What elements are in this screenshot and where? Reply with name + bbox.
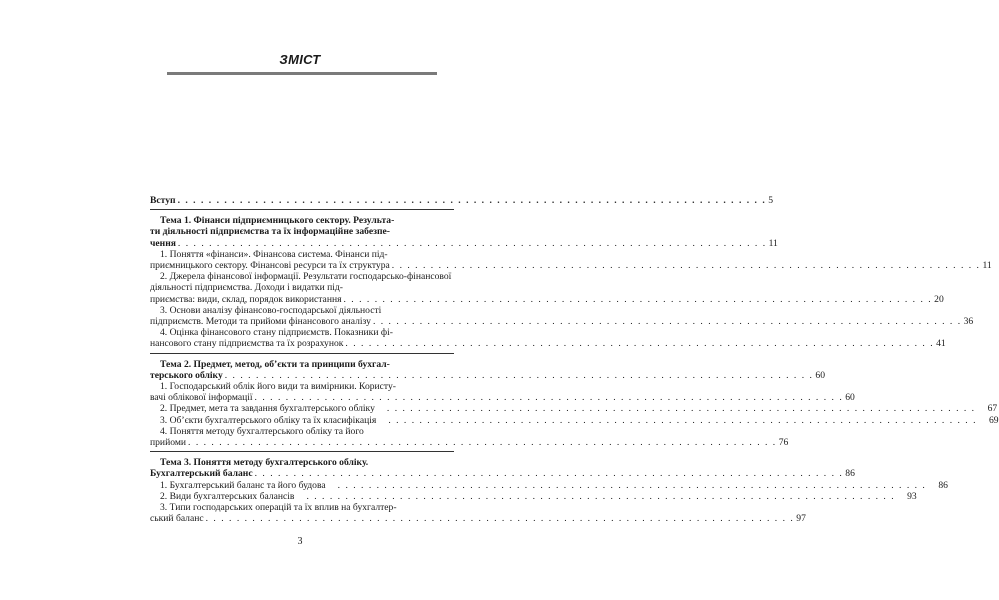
toc-item-3-3[interactable] — [150, 502, 806, 525]
toc-item-last: підприємств. Методи та прийоми фінансового аналізу — [150, 316, 371, 328]
toc-item-2-3[interactable] — [150, 414, 999, 426]
toc-item-line: 1. Поняття «фінанси». Фінансова система. Фінанси під- — [160, 248, 388, 260]
toc-page-number: 86 — [845, 468, 855, 480]
toc-item-1-4[interactable] — [150, 327, 946, 350]
toc-page-number: 60 — [845, 392, 855, 404]
toc-item-2-2[interactable] — [150, 403, 998, 415]
toc-item-last: прийоми — [150, 437, 187, 449]
dot-leader — [225, 370, 814, 381]
toc-item-1-3[interactable] — [150, 304, 974, 328]
toc-topic-2[interactable] — [150, 358, 826, 381]
topic-heading-line: Тема 2. Предмет, метод, об’єкти та принципи бухгал- — [160, 358, 390, 370]
toc-item-last: приємницького сектору. Фінансові ресурси та їх структура — [150, 260, 390, 272]
toc-page-number: 97 — [796, 513, 806, 525]
toc-item-last: 3. Об’єкти бухгалтерського обліку та їх класифікація — [160, 414, 377, 426]
toc-item-last: приємства: види, склад, порядок використання — [150, 293, 342, 305]
toc-item-line: 1. Господарський облік його види та вимірники. Користу- — [160, 381, 396, 393]
table-of-contents — [150, 195, 999, 525]
toc-page-number: 60 — [815, 369, 826, 381]
toc-page-number: 86 — [938, 479, 948, 491]
toc-item-line: 4. Оцінка фінансового стану підприємств. Показники фі- — [160, 327, 393, 339]
dot-leader — [328, 480, 927, 491]
toc-entry-label: Вступ — [150, 195, 176, 206]
dot-leader — [377, 403, 976, 414]
toc-page-number: 93 — [907, 490, 917, 502]
toc-item-1-2[interactable] — [150, 271, 944, 305]
toc-page-number: 20 — [934, 293, 944, 305]
page-number: 3 — [297, 536, 303, 547]
toc-item-last: 1. Бухгалтерський баланс та його будова — [160, 479, 326, 491]
toc-page-number: 69 — [988, 414, 999, 426]
dot-leader — [178, 195, 767, 206]
dot-leader — [178, 238, 767, 249]
topic-heading-line: Тема 3. Поняття методу бухгалтерського обліку. — [160, 457, 369, 469]
toc-page-number: 36 — [963, 316, 974, 328]
dot-leader — [392, 260, 981, 271]
toc-item-3-2[interactable] — [150, 490, 917, 502]
toc-item-last: нансового стану підприємства та їх розрахунок — [150, 338, 344, 350]
toc-page-number: 41 — [936, 338, 946, 350]
toc-item-last: ський баланс — [150, 513, 204, 525]
section-divider — [150, 451, 454, 452]
dot-leader — [255, 392, 844, 403]
dot-leader — [296, 491, 895, 502]
toc-entry-intro[interactable] — [150, 195, 774, 206]
section-divider — [150, 209, 454, 210]
toc-topic-3[interactable] — [150, 457, 855, 480]
topic-heading-last: чення — [150, 237, 176, 249]
dot-leader — [373, 316, 962, 327]
section-divider — [150, 353, 454, 354]
toc-page-number: 5 — [768, 195, 774, 206]
dot-leader — [206, 513, 795, 524]
toc-page-number: 11 — [768, 237, 778, 249]
dot-leader — [345, 338, 934, 349]
toc-item-line: 3. Основи аналізу фінансово-господарської діяльності — [160, 304, 382, 316]
topic-heading-last: Бухгалтерський баланс — [150, 468, 253, 480]
page-title: ЗМІСТ — [279, 52, 321, 67]
topic-heading-line: Тема 1. Фінанси підприємницького сектору. Результа- — [160, 215, 395, 227]
toc-item-2-1[interactable] — [150, 381, 855, 404]
toc-item-2-4[interactable] — [150, 425, 789, 449]
toc-item-last: 2. Предмет, мета та завдання бухгалтерського обліку — [160, 403, 375, 415]
toc-item-line: 2. Джерела фінансової інформації. Результати господарсько-фінансової діяльності підприємства. Доходи і видатки під- — [150, 271, 452, 294]
toc-item-line: 3. Типи господарських операцій та їх вплив на бухгалтер- — [160, 502, 397, 514]
toc-item-1-1[interactable] — [150, 248, 992, 272]
toc-page-number: 11 — [982, 260, 992, 272]
toc-page-number: 67 — [987, 403, 998, 415]
toc-page-number: 76 — [778, 437, 789, 449]
toc-item-3-1[interactable] — [150, 479, 948, 491]
dot-leader — [378, 415, 977, 426]
topic-heading-last: терського обліку — [150, 369, 223, 381]
header-divider — [167, 72, 437, 75]
toc-item-last: 2. Види бухгалтерських балансів — [160, 490, 295, 502]
dot-leader — [344, 294, 933, 305]
toc-topic-1[interactable] — [150, 215, 778, 249]
dot-leader — [188, 437, 777, 448]
topic-heading-line: ти діяльності підприємства та їх інформаційне забезпе- — [150, 226, 390, 238]
toc-item-last: вачі облікової інформації — [150, 392, 253, 404]
dot-leader — [255, 468, 844, 479]
toc-item-line: 4. Поняття методу бухгалтерського обліку та його — [160, 425, 364, 437]
